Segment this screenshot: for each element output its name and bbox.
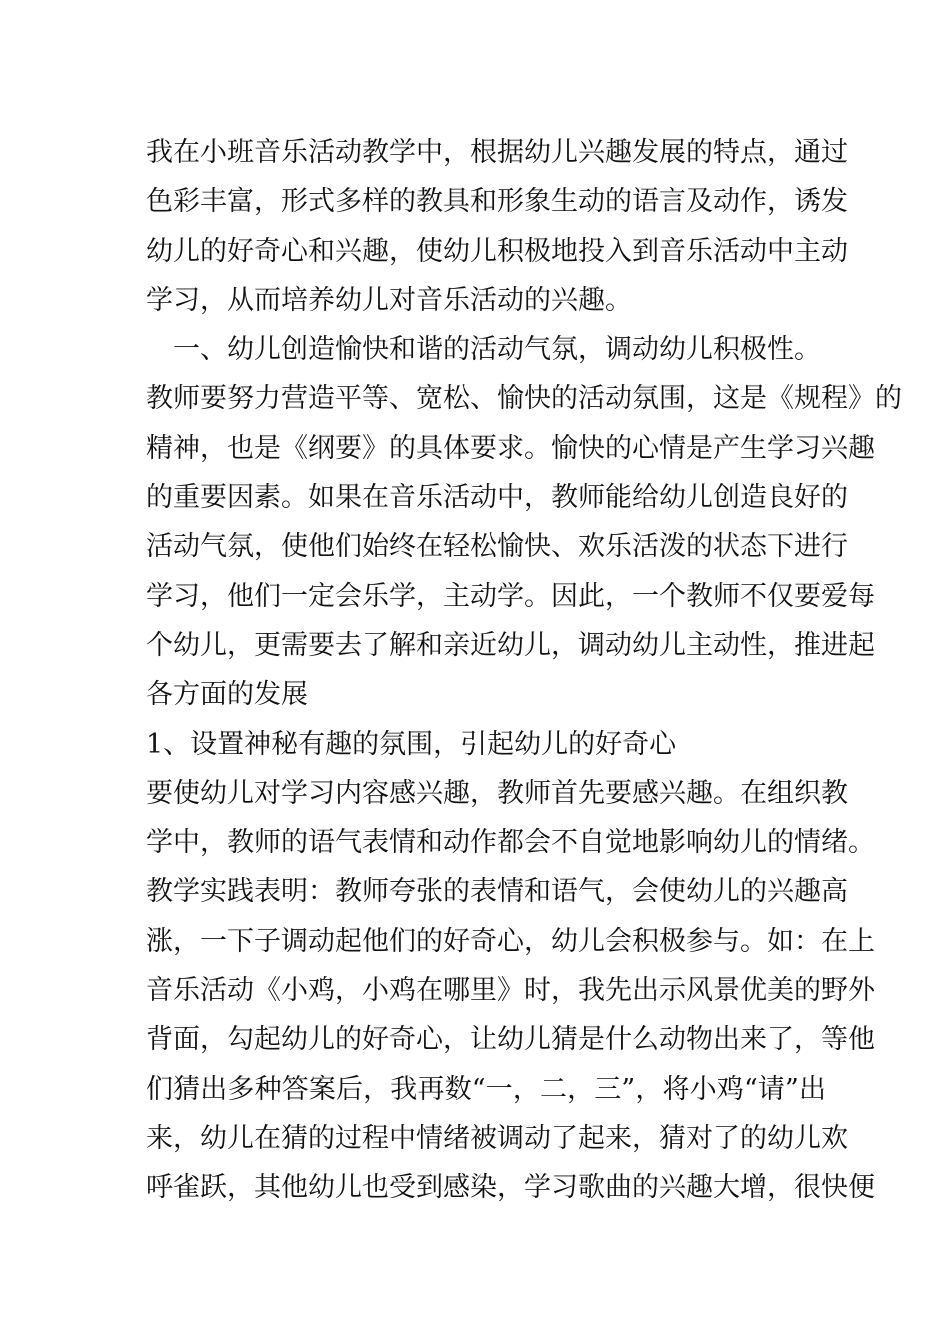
text-line-16: 教学实践表明：教师夸张的表情和语气，会使幼儿的兴趣高 bbox=[146, 876, 848, 908]
text-line-7: 精神，也是《纲要》的具体要求。愉快的心情是产生学习兴趣 bbox=[146, 432, 875, 464]
text-line-14: 要使幼儿对学习内容感兴趣，教师首先要感兴趣。在组织教 bbox=[146, 777, 848, 809]
text-line-3: 幼儿的好奇心和兴趣，使幼儿积极地投入到音乐活动中主动 bbox=[146, 235, 848, 267]
text-line-4: 学习，从而培养幼儿对音乐活动的兴趣。 bbox=[146, 284, 632, 316]
text-line-19: 背面，勾起幼儿的好奇心，让幼儿猜是什么动物出来了，等他 bbox=[146, 1024, 875, 1056]
text-line-1: 我在小班音乐活动教学中，根据幼儿兴趣发展的特点，通过 bbox=[146, 137, 848, 168]
text-line-10: 学习，他们一定会乐学，主动学。因此，一个教师不仅要爱每 bbox=[146, 580, 875, 612]
text-line-8: 的重要因素。如果在音乐活动中，教师能给幼儿创造良好的 bbox=[146, 482, 848, 514]
text-line-12: 各方面的发展 bbox=[146, 679, 308, 711]
section-heading-1: 一、幼儿创造愉快和谐的活动气氛，调动幼儿积极性。 bbox=[173, 334, 821, 366]
text-line-6: 教师要努力营造平等、宽松、愉快的活动氛围，这是《规程》的 bbox=[146, 383, 902, 415]
text-line-18: 音乐活动《小鸡，小鸡在哪里》时，我先出示风景优美的野外 bbox=[146, 975, 875, 1007]
text-line-20: 们猜出多种答案后，我再数“一，二，三”，将小鸡“请”出 bbox=[146, 1073, 826, 1105]
text-line-11: 个幼儿，更需要去了解和亲近幼儿，调动幼儿主动性，推进起 bbox=[146, 629, 875, 661]
text-line-9: 活动气氛，使他们始终在轻松愉快、欢乐活泼的状态下进行 bbox=[146, 531, 848, 563]
subsection-heading-1: 1、设置神秘有趣的氛围，引起幼儿的好奇心 bbox=[146, 728, 677, 760]
text-line-17: 涨，一下子调动起他们的好奇心，幼儿会积极参与。如：在上 bbox=[146, 925, 875, 957]
document-text-body bbox=[146, 128, 902, 1213]
text-line-2: 色彩丰富，形式多样的教具和形象生动的语言及动作，诱发 bbox=[146, 186, 848, 218]
text-line-21: 来，幼儿在猜的过程中情绪被调动了起来，猜对了的幼儿欢 bbox=[146, 1122, 848, 1154]
text-line-22: 呼雀跃，其他幼儿也受到感染，学习歌曲的兴趣大增，很快便 bbox=[146, 1172, 875, 1204]
text-line-15: 学中，教师的语气表情和动作都会不自觉地影响幼儿的情绪。 bbox=[146, 827, 875, 859]
